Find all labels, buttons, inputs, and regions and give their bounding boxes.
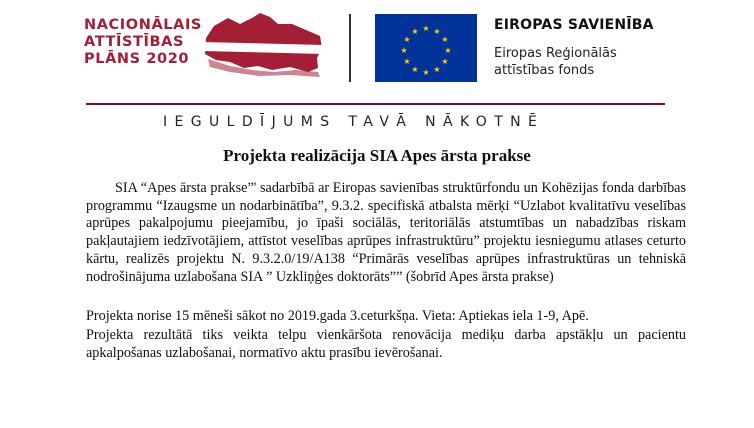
eu-subtitle xyxy=(494,45,694,79)
svg-text:★: ★ xyxy=(444,46,452,55)
nap-logo-line-1: NACIONĀLAIS xyxy=(84,17,202,33)
nap-logo-line-2: ATTĪSTĪBAS xyxy=(84,34,185,50)
document-title: Projekta realizācija SIA Apes ārsta prakse xyxy=(223,146,531,165)
svg-text:★: ★ xyxy=(433,27,441,36)
eu-title: EIROPAS SAVIENĪBA xyxy=(494,17,654,33)
header-rule xyxy=(86,103,665,105)
slogan: IEGULDĪJUMS TAVĀ NĀKOTNĒ xyxy=(163,114,545,130)
latvia-map-icon xyxy=(200,12,325,78)
svg-text:★: ★ xyxy=(441,35,449,44)
svg-text:★: ★ xyxy=(422,68,430,77)
nap-logo xyxy=(84,17,202,68)
paragraph-3: Projekta rezultātā tiks veikta telpu vienkāršota renovācija mediķu darba apstākļu un pacientu apkalpošanas uzlabošanai, normatīvo aktu prasību ievērošanai. xyxy=(86,327,686,361)
eu-flag-icon xyxy=(375,14,477,82)
svg-text:★: ★ xyxy=(400,46,408,55)
eu-subtitle-line-2: attīstības fonds xyxy=(494,63,595,78)
svg-text:★: ★ xyxy=(433,65,441,74)
svg-text:★: ★ xyxy=(403,57,411,66)
svg-text:★: ★ xyxy=(403,35,411,44)
eu-subtitle-line-1: Eiropas Reģionālās xyxy=(494,46,617,61)
svg-text:★: ★ xyxy=(441,57,449,66)
paragraph-1: SIA “Apes ārsta prakse”' sadarbībā ar Eiropas savienības struktūrfondu un Kohēzijas fonda darbības programmu “Izaugsme un nodarbinātība”, 9.3.2. specifiskā atbalsta mērķi “Uzlabot kvalitatīvu veselības aprūpes pakalpojumu pieejamību, jo īpaši sociālās, teritoriālās atstumtības un nabadzības riskam pakļautajiem iedzīvotājiem, attīstot veselības aprūpes infrastruktūru” projektu iesniegumu atlases ceturto kārtu, realizēs projektu N. 9.3.2.0/19/A138 “Primārās veselības aprūpes infrastruktūras un tehniskā nodrošinājuma uzlabošana SIA ” Uzkliņģes doktorāts”” (šobrīd Apes ārsta prakse) xyxy=(86,180,686,285)
svg-text:★: ★ xyxy=(422,24,430,33)
paragraph-2: Projekta norise 15 mēneši sākot no 2019.gada 3.ceturkšņa. Vieta: Aptiekas iela 1-9, Apē. xyxy=(86,308,589,324)
nap-logo-line-3: PLĀNS 2020 xyxy=(84,51,190,67)
logo-divider xyxy=(349,14,351,82)
svg-text:★: ★ xyxy=(411,65,419,74)
svg-text:★: ★ xyxy=(411,27,419,36)
